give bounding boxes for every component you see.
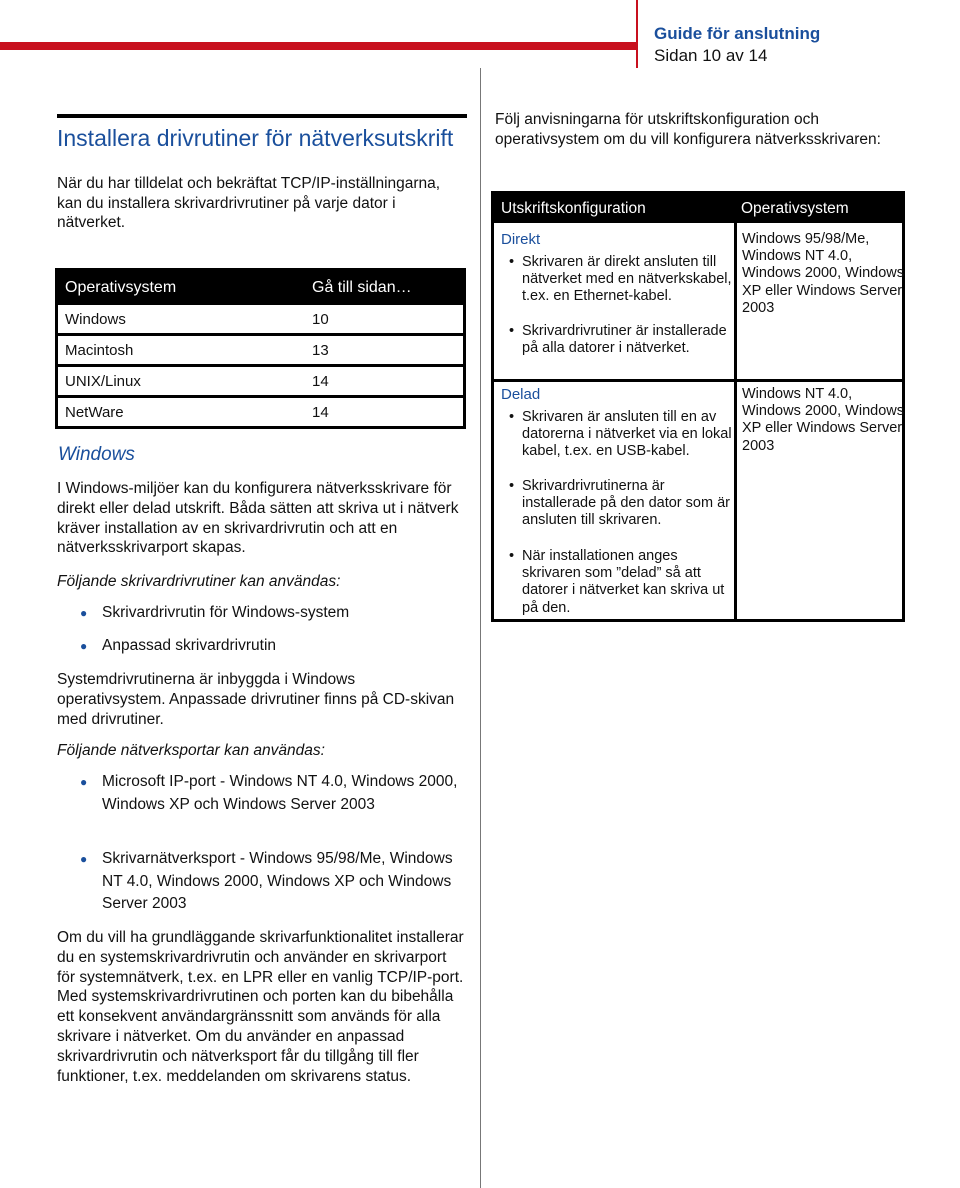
list-item-text: Microsoft IP-port - Windows NT 4.0, Windows 2000, Windows XP och Windows Server 2003	[102, 773, 458, 813]
intro-paragraph: När du har tilldelat och bekräftat TCP/IP-inställningarna, kan du installera skrivardrivrutiner på varje dator i nätverket.	[57, 175, 441, 231]
table-cell-os: Windows	[57, 305, 306, 335]
table-cell-os: UNIX/Linux	[57, 366, 306, 397]
bullet-icon: •	[509, 323, 515, 339]
list-item-text: Skrivarnätverksport - Windows 95/98/Me, Windows NT 4.0, Windows 2000, Windows XP och Windows Server 2003	[102, 850, 453, 912]
table-cell-page: 13	[305, 335, 465, 366]
table-cell-page: 10	[305, 305, 465, 335]
bullet-icon: •	[509, 478, 515, 494]
column-rule	[734, 194, 737, 619]
closing-paragraph: Om du vill ha grundläggande skrivarfunktionalitet installerar du en systemskrivardrivrutin och använder en skrivarport för systemnätverk, t.ex. en LPR eller en vanlig TCP/IP-port. Med systemskrivardrivrutinen och porten kan du bibehålla ett konsekvent användargränssnitt som används för alla skrivare i nätverket. Om du använder en anpassad skrivardrivrutin och nätverksport får du tillgång till fler funktioner, t.ex. meddelanden om skrivarens status.	[57, 929, 464, 1085]
bullet-icon: ●	[80, 775, 88, 789]
page-indicator: Sidan 10 av 14	[654, 46, 768, 65]
section-heading: Installera drivrutiner för nätverksutskrift	[57, 125, 454, 151]
list-item-text: Skrivardrivrutiner är installerade på alla datorer i nätverket.	[522, 323, 727, 357]
drivers-intro: Följande skrivardrivrutiner kan användas:	[57, 573, 341, 590]
table-cell-page: 14	[305, 397, 465, 428]
list-item-text: Skrivardrivrutin för Windows-system	[102, 604, 350, 621]
os-page-table	[55, 268, 466, 429]
table-row	[57, 366, 465, 397]
header-vertical-rule	[636, 0, 638, 68]
bullet-icon: •	[509, 548, 515, 564]
bullet-icon: ●	[80, 606, 88, 620]
list-item-text: Skrivardrivrutinerna är installerade på den dator som är ansluten till skrivaren.	[522, 478, 730, 529]
header-rule	[0, 42, 636, 50]
table-row	[57, 397, 465, 428]
right-intro-paragraph: Följ anvisningarna för utskriftskonfiguration och operativsystem om du vill konfigurera nätverksskrivaren:	[495, 111, 881, 148]
row-rule	[494, 379, 902, 382]
table-row	[57, 305, 465, 335]
list-item-text: Skrivaren är direkt ansluten till nätverket med en nätverkskabel, t.ex. en Ethernet-kabel.	[522, 254, 732, 305]
windows-heading: Windows	[58, 444, 135, 465]
config-table	[491, 191, 905, 622]
shared-title: Delad	[501, 386, 541, 403]
bullet-icon: ●	[80, 639, 88, 653]
bullet-icon: ●	[80, 852, 88, 866]
guide-title: Guide för anslutning	[654, 24, 821, 43]
bullet-icon: •	[509, 254, 515, 270]
table-cell-page: 14	[305, 366, 465, 397]
shared-os: Windows NT 4.0, Windows 2000, Windows XP eller Windows Server 2003	[742, 386, 904, 454]
direct-os: Windows 95/98/Me, Windows NT 4.0, Windows 2000, Windows XP eller Windows Server 2003	[742, 231, 904, 316]
list-item-text: När installationen anges skrivaren som ”delad” så att datorer i nätverket kan skriva ut på den.	[522, 548, 725, 616]
bullet-icon: •	[509, 409, 515, 425]
direct-title: Direkt	[501, 231, 541, 248]
header-os: Operativsystem	[741, 200, 849, 217]
table-header-row	[57, 270, 465, 306]
column-divider	[480, 68, 481, 1188]
ports-intro: Följande nätverksportar kan användas:	[57, 742, 325, 759]
table-row	[57, 335, 465, 366]
config-table-header	[494, 194, 902, 223]
system-drivers-paragraph: Systemdrivrutinerna är inbyggda i Windows operativsystem. Anpassade drivrutiner finns på CD-skivan med drivrutiner.	[57, 671, 455, 728]
table-cell-os: NetWare	[57, 397, 306, 428]
table-header-os: Operativsystem	[57, 270, 306, 306]
list-item-text: Skrivaren är ansluten till en av datorerna i nätverket via en lokal kabel, t.ex. en USB-kabel.	[522, 409, 732, 460]
list-item-text: Anpassad skrivardrivrutin	[102, 637, 277, 654]
left-column	[57, 114, 467, 233]
section-rule	[57, 114, 467, 118]
table-header-page: Gå till sidan…	[305, 270, 465, 306]
windows-paragraph: I Windows-miljöer kan du konfigurera nätverksskrivare för direkt eller delad utskrift. Båda sätten att skriva ut i nätverk kräver installation av en skrivardrivrutin och att en nätverksskrivarport skapas.	[57, 480, 459, 557]
header-print-config: Utskriftskonfiguration	[501, 200, 646, 217]
table-cell-os: Macintosh	[57, 335, 306, 366]
